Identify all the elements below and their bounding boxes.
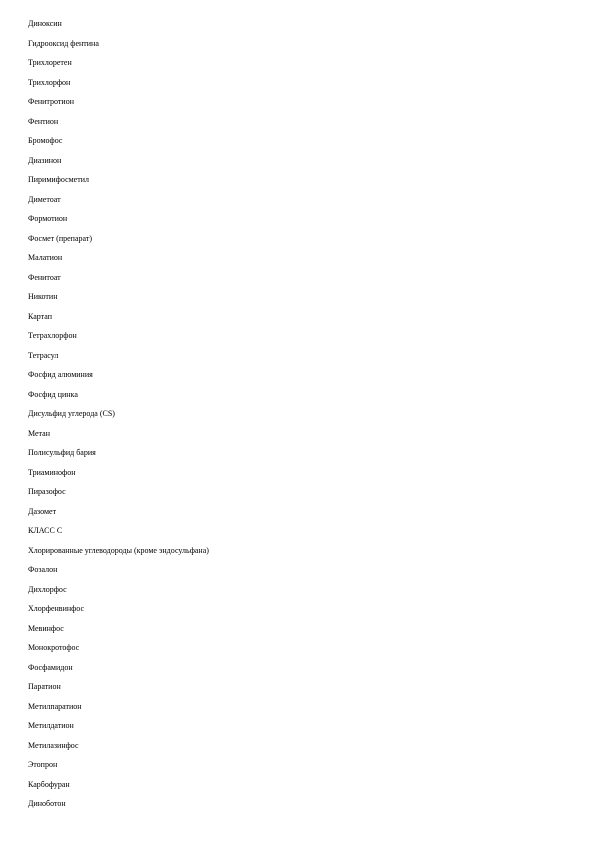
list-item: Фосфид цинка: [28, 389, 78, 399]
list-item: Пиразофос: [28, 487, 66, 496]
list-item: Карбофуран: [28, 779, 70, 789]
list-item: Дазомет: [28, 506, 57, 516]
list-item: Никотин: [28, 292, 58, 301]
document-page: [28, 14, 568, 814]
class-heading: КЛАСС С: [28, 526, 63, 535]
list-item: Фентион: [28, 116, 59, 126]
list-item: Малатион: [28, 253, 63, 262]
list-item: Диноботон: [28, 799, 66, 808]
list-item: Мевинфос: [28, 623, 64, 633]
list-item: Хлорированные углеводороды (кроме эндосульфана): [28, 545, 209, 555]
list-item: Дисульфид углерода (CS): [28, 409, 115, 418]
list-item: Диноксин: [28, 19, 62, 28]
list-item: Метан: [28, 428, 50, 438]
list-item: Бромофос: [28, 136, 63, 145]
list-item: Хлорфенвинфос: [28, 604, 85, 613]
list-item: Полисульфид бария: [28, 448, 96, 457]
list-item: Триаминофон: [28, 467, 76, 477]
list-item: Тетрахлорфон: [28, 331, 77, 340]
list-item: Пиримифосметил: [28, 175, 89, 184]
list-item: Диазинон: [28, 155, 62, 165]
list-item: Фосфамидон: [28, 662, 73, 672]
list-item: Паратион: [28, 682, 61, 691]
list-item: Фозалон: [28, 565, 58, 574]
list-item: Фосмет (препарат): [28, 233, 93, 243]
list-item: Фенитоат: [28, 272, 61, 282]
list-item: Метилазинфос: [28, 740, 79, 750]
list-item: Фенитротион: [28, 97, 74, 106]
list-item: Дихлорфос: [28, 584, 67, 594]
list-item: Диметоат: [28, 194, 61, 204]
list-item: Этопрон: [28, 760, 58, 769]
list-item: Метилдатион: [28, 721, 74, 730]
list-item: Формотион: [28, 214, 68, 223]
list-item: Гидрооксид фентина: [28, 38, 99, 48]
list-item: Фосфид алюминия: [28, 370, 93, 379]
list-item: Картап: [28, 311, 52, 321]
list-item: Метилпаратион: [28, 701, 82, 711]
list-item: Монокротофос: [28, 643, 80, 652]
list-item: Трихлорфон: [28, 77, 71, 87]
list-item: Трихлоретен: [28, 58, 72, 67]
list-item: Тетрасул: [28, 350, 59, 360]
